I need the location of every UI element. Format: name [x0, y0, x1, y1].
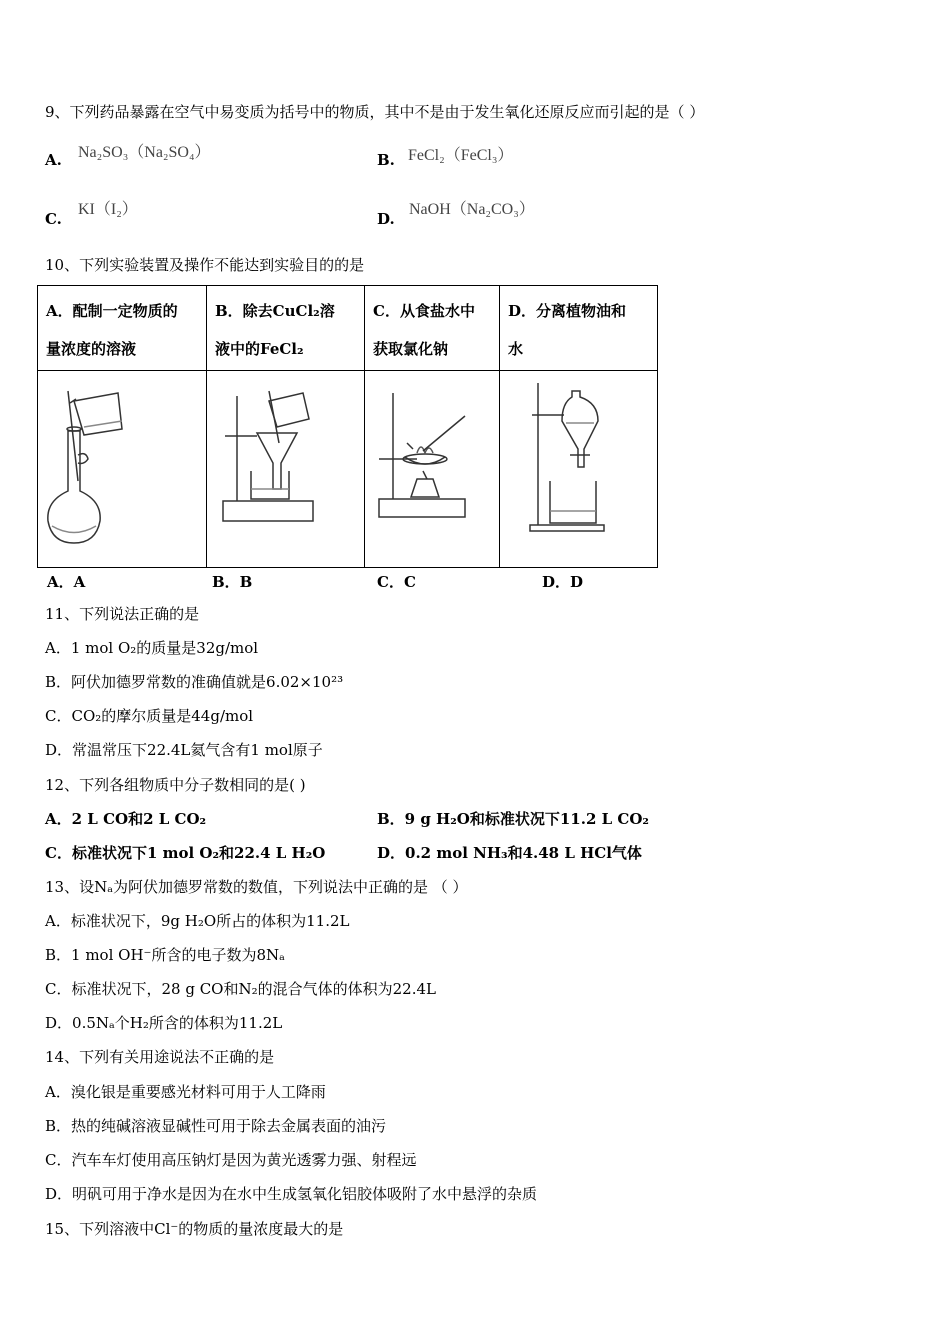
q12-option-b: B．9 g H₂O和标准状况下11.2 L CO₂: [377, 810, 649, 828]
q9-option-d-label: D.: [377, 210, 395, 228]
q10-header-b: B．除去CuCl₂溶 液中的FeCl₂: [207, 286, 365, 371]
q13-stem: 13、设Nₐ为阿伏加德罗常数的数值，下列说法中正确的是 （ ）: [45, 878, 468, 896]
q10-option-a: A．A: [47, 573, 86, 591]
q12-option-d: D．0.2 mol NH₃和4.48 L HCl气体: [377, 844, 642, 862]
q14-option-d: D．明矾可用于净水是因为在水中生成氢氧化铝胶体吸附了水中悬浮的杂质: [45, 1185, 538, 1203]
q9-option-b-label: B.: [377, 151, 395, 169]
q11-option-d: D．常温常压下22.4L氦气含有1 mol原子: [45, 741, 323, 759]
q14-option-b: B．热的纯碱溶液显碱性可用于除去金属表面的油污: [45, 1117, 387, 1135]
q11-stem: 11、下列说法正确的是: [45, 605, 200, 623]
q10-option-d: D．D: [542, 573, 584, 591]
q14-option-c: C．汽车车灯使用高压钠灯是因为黄光透雾力强、射程远: [45, 1151, 417, 1169]
q10-image-c: [365, 371, 500, 568]
q11-option-c: C．CO₂的摩尔质量是44g/mol: [45, 707, 254, 725]
q9-option-b-formula: FeCl₂（FeCl₃）: [408, 147, 514, 164]
q12-stem: 12、下列各组物质中分子数相同的是( ): [45, 776, 306, 794]
q9-option-c-formula: KI（I₂）: [78, 201, 138, 218]
q9-option-a-formula: Na₂SO₃（Na₂SO₄）: [78, 144, 211, 161]
q9-option-c-label: C.: [45, 210, 62, 228]
q10-apparatus-table: [37, 285, 658, 568]
q13-option-a: A．标准状况下，9g H₂O所占的体积为11.2L: [45, 912, 350, 930]
q10-image-b: [207, 371, 365, 568]
q10-header-d: D．分离植物油和 水: [500, 286, 658, 371]
q10-option-c: C．C: [377, 573, 416, 591]
filtration-setup-diagram: [207, 371, 364, 567]
q10-header-a: A．配制一定物质的 量浓度的溶液: [38, 286, 207, 371]
q13-option-c: C．标准状况下，28 g CO和N₂的混合气体的体积为22.4L: [45, 980, 436, 998]
q9-option-d-formula: NaOH（Na₂CO₃）: [409, 201, 535, 218]
q10-image-a: [38, 371, 207, 568]
q12-option-c: C．标准状况下1 mol O₂和22.4 L H₂O: [45, 844, 326, 862]
separatory-funnel-diagram: [500, 371, 657, 567]
q10-header-c: C．从食盐水中 获取氯化钠: [365, 286, 500, 371]
q13-option-b: B．1 mol OH⁻所含的电子数为8Nₐ: [45, 946, 285, 964]
q9-option-a-label: A.: [45, 151, 62, 169]
volumetric-flask-diagram: [38, 371, 206, 567]
q11-option-a: A．1 mol O₂的质量是32g/mol: [45, 639, 259, 657]
q10-option-b: B．B: [212, 573, 253, 591]
q12-option-a: A．2 L CO和2 L CO₂: [45, 810, 207, 828]
q9-stem: 9、下列药品暴露在空气中易变质为括号中的物质，其中不是由于发生氧化还原反应而引起的是（ ）: [45, 103, 705, 121]
evaporation-setup-diagram: [365, 371, 499, 567]
q14-option-a: A．溴化银是重要感光材料可用于人工降雨: [45, 1083, 326, 1101]
q11-option-b: B．阿伏加德罗常数的准确值就是6.02×10²³: [45, 673, 344, 691]
q15-stem: 15、下列溶液中Cl⁻的物质的量浓度最大的是: [45, 1220, 344, 1238]
q10-stem: 10、下列实验装置及操作不能达到实验目的的是: [45, 256, 365, 274]
q13-option-d: D．0.5Nₐ个H₂所含的体积为11.2L: [45, 1014, 283, 1032]
q10-image-d: [500, 371, 658, 568]
q14-stem: 14、下列有关用途说法不正确的是: [45, 1048, 275, 1066]
